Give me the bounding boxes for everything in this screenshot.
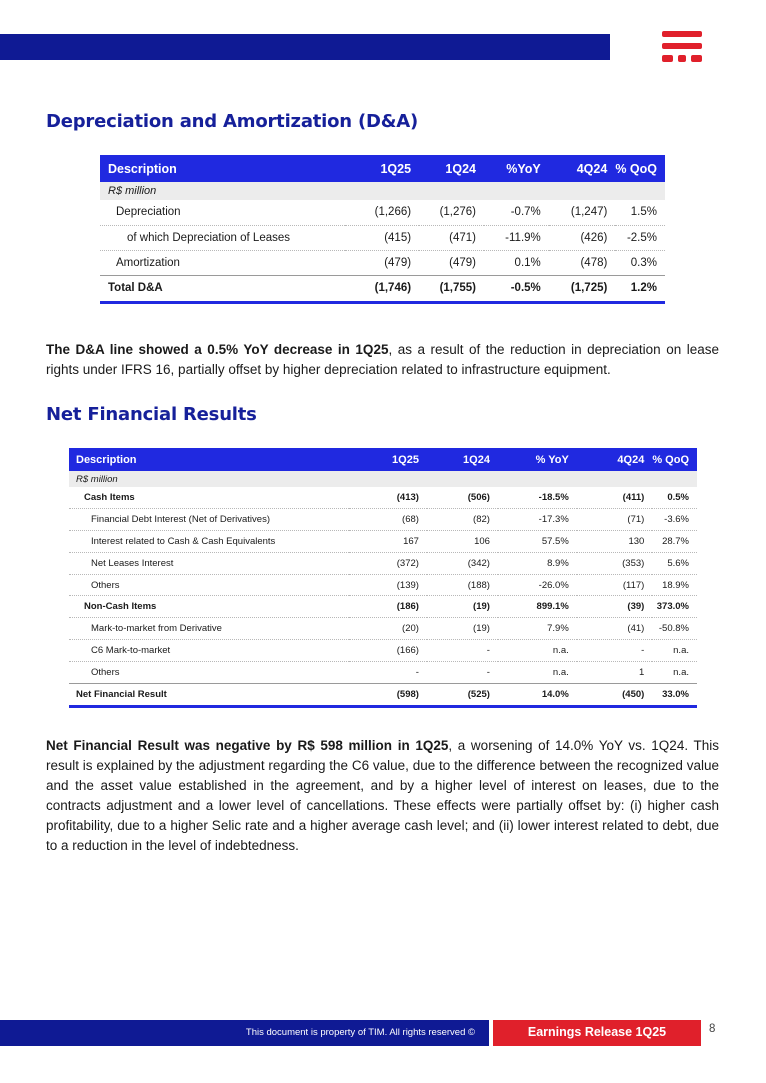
cell: (166) <box>349 640 427 662</box>
cell: 0.1% <box>484 250 549 275</box>
cell: 130 <box>577 531 653 553</box>
da-paragraph <box>46 340 719 380</box>
cell: - <box>577 640 653 662</box>
unit-row <box>100 182 665 200</box>
cell: (342) <box>427 552 498 574</box>
table-row <box>69 509 697 531</box>
page-number: 8 <box>709 1023 716 1035</box>
nfr-paragraph-text: , a worsening of 14.0% YoY vs. 1Q24. This result is explained by the adjustment regarding the C6 value, due to the difference between the recognized value and the asset value established in the agreement, and by a higher level of interest on leases, due to the contracts adjustment and a lower level of cancellations. These effects were partially offset by: (i) higher cash profitability, due to a higher Selic rate and a higher average cash level; and (ii) lower interest related to debt, due to a reduction in the level of indebtedness. <box>46 738 719 853</box>
da-section-title: Depreciation and Amortization (D&A) <box>46 111 419 132</box>
cell: (188) <box>427 574 498 596</box>
table-row <box>100 200 665 225</box>
table-row <box>69 552 697 574</box>
table-row <box>69 574 697 596</box>
cell: -2.5% <box>615 225 665 250</box>
cell: (41) <box>577 618 653 640</box>
footer-release-badge <box>493 1020 701 1046</box>
cell: (19) <box>427 618 498 640</box>
nfr-paragraph-bold: Net Financial Result was negative by R$ 598 million in 1Q25 <box>46 738 449 753</box>
total-row <box>100 275 665 302</box>
cell: 57.5% <box>498 531 577 553</box>
cell: 14.0% <box>498 683 577 706</box>
table-row <box>69 640 697 662</box>
cell: (450) <box>577 683 653 706</box>
cell: (478) <box>549 250 616 275</box>
col-header: 1Q24 <box>445 161 476 176</box>
cell: (39) <box>577 596 653 618</box>
tim-logo-icon <box>662 31 702 63</box>
cell: (19) <box>427 596 498 618</box>
nfr-section-title: Net Financial Results <box>46 404 257 425</box>
row-label: Non-Cash Items <box>69 596 349 618</box>
da-table <box>100 155 665 304</box>
cell: - <box>427 661 498 683</box>
cell: (139) <box>349 574 427 596</box>
cell: (426) <box>549 225 616 250</box>
col-header: 1Q25 <box>392 453 419 466</box>
cell: (479) <box>345 250 420 275</box>
row-label: Amortization <box>100 250 345 275</box>
footer-bar <box>0 1020 489 1046</box>
col-header: Description <box>76 453 137 466</box>
col-header: Description <box>108 161 177 176</box>
cell: 0.5% <box>652 487 697 509</box>
cell: n.a. <box>652 661 697 683</box>
da-paragraph-bold: The D&A line showed a 0.5% YoY decrease in 1Q25 <box>46 342 389 357</box>
unit-label: R$ million <box>108 185 157 197</box>
cell: (1,276) <box>419 200 484 225</box>
cell: 8.9% <box>498 552 577 574</box>
table-row <box>69 661 697 683</box>
cell: (71) <box>577 509 653 531</box>
cell: -18.5% <box>498 487 577 509</box>
row-label: Interest related to Cash & Cash Equivalents <box>69 531 349 553</box>
col-header: 4Q24 <box>617 453 645 466</box>
cell: -0.7% <box>484 200 549 225</box>
row-label: of which Depreciation of Leases <box>100 225 345 250</box>
table-header-row <box>100 155 665 182</box>
cell: 1.5% <box>615 200 665 225</box>
da-paragraph-text: , as a result of the reduction in depreciation on lease rights under IFRS 16, partially offset by higher depreciation related to infrastructure equipment. <box>46 342 719 377</box>
col-header: %YoY <box>506 161 541 176</box>
cell: (479) <box>419 250 484 275</box>
col-header: % QoQ <box>615 161 657 176</box>
table-row <box>100 250 665 275</box>
row-label: Cash Items <box>69 487 349 509</box>
cell: (186) <box>349 596 427 618</box>
cell: -17.3% <box>498 509 577 531</box>
cell: (1,725) <box>549 275 616 302</box>
footer-notice: This document is property of TIM. All rights reserved © <box>245 1027 475 1038</box>
table-row <box>69 531 697 553</box>
cell: n.a. <box>498 640 577 662</box>
cell: (471) <box>419 225 484 250</box>
cell: (353) <box>577 552 653 574</box>
cell: 899.1% <box>498 596 577 618</box>
cell: 167 <box>349 531 427 553</box>
cell: 7.9% <box>498 618 577 640</box>
cell: - <box>349 661 427 683</box>
cell: -26.0% <box>498 574 577 596</box>
cell: (117) <box>577 574 653 596</box>
col-header: % YoY <box>535 453 569 466</box>
cell: 33.0% <box>652 683 697 706</box>
cell: 0.3% <box>615 250 665 275</box>
col-header: 4Q24 <box>576 161 608 176</box>
cell: (372) <box>349 552 427 574</box>
unit-row <box>69 471 697 487</box>
row-label: Others <box>69 661 349 683</box>
cell: (68) <box>349 509 427 531</box>
cell: (506) <box>427 487 498 509</box>
cell: (598) <box>349 683 427 706</box>
cell: -11.9% <box>484 225 549 250</box>
cell: (411) <box>577 487 653 509</box>
cell: (413) <box>349 487 427 509</box>
cell: (1,266) <box>345 200 420 225</box>
row-label: Total D&A <box>100 275 345 302</box>
cell: -50.8% <box>652 618 697 640</box>
table-row <box>100 225 665 250</box>
col-header: 1Q24 <box>463 453 490 466</box>
table-row <box>69 618 697 640</box>
cell: 1 <box>577 661 653 683</box>
cell: 1.2% <box>615 275 665 302</box>
cell: (525) <box>427 683 498 706</box>
nfr-table <box>69 448 697 708</box>
row-label: Others <box>69 574 349 596</box>
cell: -3.6% <box>652 509 697 531</box>
cell: n.a. <box>498 661 577 683</box>
row-label: Depreciation <box>100 200 345 225</box>
nfr-paragraph <box>46 736 719 856</box>
header-bar <box>0 34 610 60</box>
table-header-row <box>69 448 697 471</box>
row-label: Net Financial Result <box>69 683 349 706</box>
cell: (20) <box>349 618 427 640</box>
row-label: Financial Debt Interest (Net of Derivatives) <box>69 509 349 531</box>
cell: n.a. <box>652 640 697 662</box>
row-label: C6 Mark-to-market <box>69 640 349 662</box>
cell: -0.5% <box>484 275 549 302</box>
cell: (82) <box>427 509 498 531</box>
cell: - <box>427 640 498 662</box>
cell: (1,746) <box>345 275 420 302</box>
cell: 373.0% <box>652 596 697 618</box>
footer-release-label: Earnings Release 1Q25 <box>527 1025 667 1039</box>
total-row <box>69 683 697 706</box>
table-row <box>69 487 697 509</box>
cell: 28.7% <box>652 531 697 553</box>
row-label: Mark-to-market from Derivative <box>69 618 349 640</box>
unit-label: R$ million <box>76 473 118 485</box>
cell: (1,247) <box>549 200 616 225</box>
col-header: % QoQ <box>652 453 689 466</box>
cell: 18.9% <box>652 574 697 596</box>
table-row <box>69 596 697 618</box>
row-label: Net Leases Interest <box>69 552 349 574</box>
cell: (1,755) <box>419 275 484 302</box>
cell: 5.6% <box>652 552 697 574</box>
col-header: 1Q25 <box>380 161 412 176</box>
cell: 106 <box>427 531 498 553</box>
cell: (415) <box>345 225 420 250</box>
